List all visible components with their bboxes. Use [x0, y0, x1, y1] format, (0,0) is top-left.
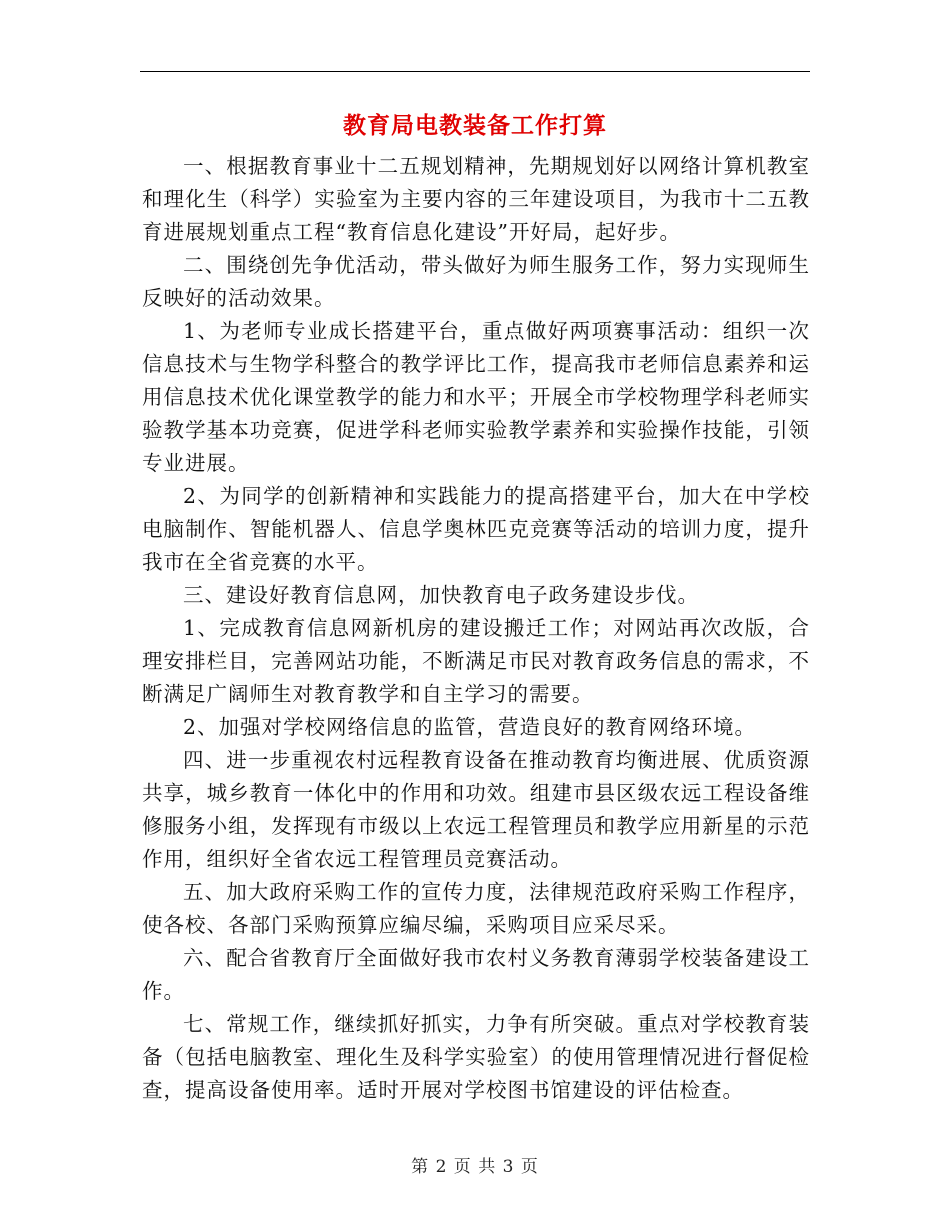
header-rule	[140, 71, 810, 72]
paragraph-7: 2、加强对学校网络信息的监管，营造良好的教育网络环境。	[183, 715, 757, 739]
paragraph-2: 二、围绕创先争优活动，带头做好为师生服务工作，努力实现师生反映好的活动效果。	[142, 253, 810, 310]
paragraph-8: 四、进一步重视农村远程教育设备在推动教育均衡进展、优质资源共享，城乡教育一体化中的作用和功效。组建市县区级农远工程设备维修服务小组，发挥现有市级以上农远工程管理员和教学应用新星的示范作用，组织好全省农远工程管理员竞赛活动。	[142, 748, 810, 871]
document-body	[142, 150, 810, 1107]
paragraph-11: 七、常规工作，继续抓好抓实，力争有所突破。重点对学校教育装备（包括电脑教室、理化生及科学实验室）的使用管理情况进行督促检查，提高设备使用率。适时开展对学校图书馆建设的评估检查。	[142, 1012, 810, 1102]
paragraph-3: 1、为老师专业成长搭建平台，重点做好两项赛事活动：组织一次信息技术与生物学科整合的教学评比工作，提高我市老师信息素养和运用信息技术优化课堂教学的能力和水平；开展全市学校物理学科老师实验教学基本功竞赛，促进学科老师实验教学素养和实验操作技能，引领专业进展。	[142, 319, 810, 475]
page-number: 第 2 页 共 3 页	[411, 1157, 539, 1177]
paragraph-6: 1、完成教育信息网新机房的建设搬迁工作；对网站再次改版，合理安排栏目，完善网站功能，不断满足市民对教育政务信息的需求，不断满足广阔师生对教育教学和自主学习的需要。	[142, 616, 810, 706]
paragraph-1: 一、根据教育事业十二五规划精神，先期规划好以网络计算机教室和理化生（科学）实验室为主要内容的三年建设项目，为我市十二五教育进展规划重点工程“教育信息化建设”开好局，起好步。	[142, 154, 810, 244]
paragraph-10: 六、配合省教育厅全面做好我市农村义务教育薄弱学校装备建设工作。	[142, 946, 810, 1003]
paragraph-4: 2、为同学的创新精神和实践能力的提高搭建平台，加大在中学校电脑制作、智能机器人、信息学奥林匹克竞赛等活动的培训力度，提升我市在全省竞赛的水平。	[142, 484, 810, 574]
paragraph-9: 五、加大政府采购工作的宣传力度，法律规范政府采购工作程序，使各校、各部门采购预算应编尽编，采购项目应采尽采。	[142, 880, 810, 937]
paragraph-5: 三、建设好教育信息网，加快教育电子政务建设步伐。	[183, 583, 699, 607]
document-title: 教育局电教装备工作打算	[343, 112, 607, 139]
